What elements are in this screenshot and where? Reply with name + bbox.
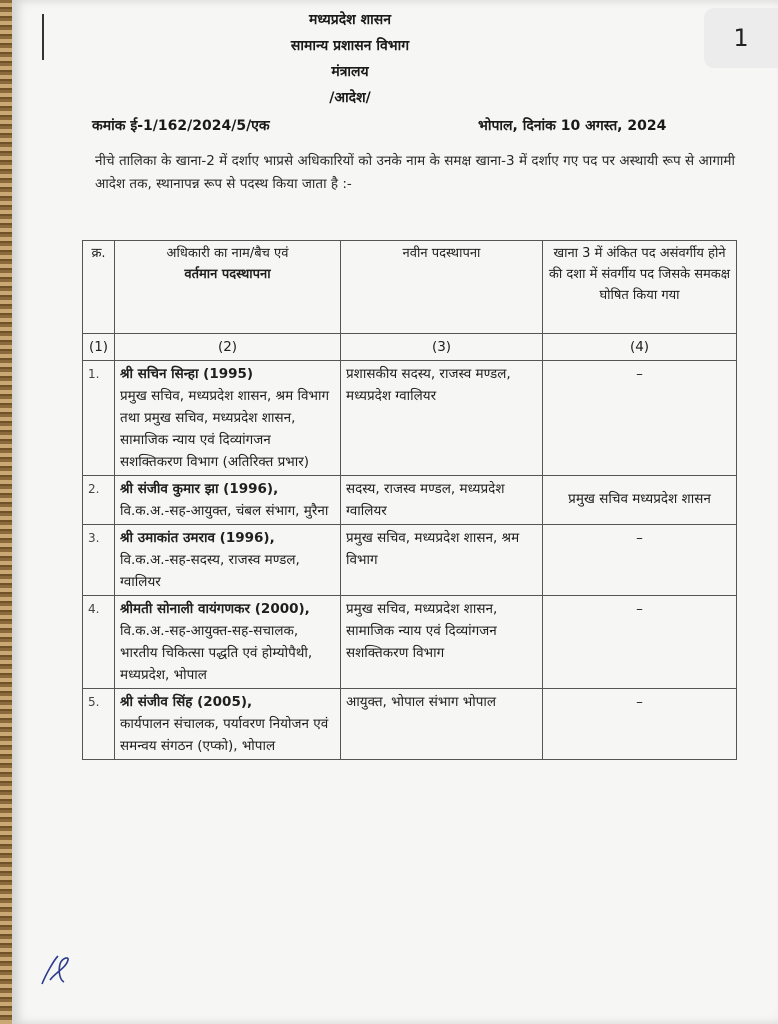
officer-name: श्री संजीव कुमार झा (1996),	[120, 481, 279, 497]
new-posting: प्रमुख सचिव, मध्यप्रदेश शासन, सामाजिक न्याय एवं दिव्यांगजन सशक्तिकरण विभाग	[341, 596, 543, 689]
table-row	[83, 525, 737, 596]
current-posting: वि.क.अ.-सह-सदस्य, राजस्व मण्डल, ग्वालियर	[120, 552, 300, 590]
officer-cell	[115, 596, 341, 689]
order-number: कमांक ई-1/162/2024/5/एक	[92, 118, 270, 134]
table-row	[83, 361, 737, 476]
header-department: सामान्य प्रशासन विभाग	[290, 38, 410, 54]
row-serial: 3.	[83, 525, 115, 596]
officer-cell	[115, 525, 341, 596]
table-row	[83, 596, 737, 689]
new-posting: प्रशासकीय सदस्य, राजस्व मण्डल, मध्यप्रदेश ग्वालियर	[341, 361, 543, 476]
header-serial: क्र.	[83, 241, 115, 334]
intro-paragraph: नीचे तालिका के खाना-2 में दर्शाए भाप्रसे अधिकारियों को उनके नाम के समक्ष खाना-3 में दर्शाए गए पद पर अस्थायी रूप से आगामी आदेश तक, स्थानापन्न रूप से पदस्थ किया जाता है :-	[95, 153, 735, 192]
row-serial: 4.	[83, 596, 115, 689]
new-posting: प्रमुख सचिव, मध्यप्रदेश शासन, श्रम विभाग	[341, 525, 543, 596]
header-equivalent-post: खाना 3 में अंकित पद असंवर्गीय होने की दशा में संवर्गीय पद जिसके समकक्ष घोषित किया गया	[543, 241, 737, 334]
header-ministry: मंत्रालय	[331, 64, 369, 80]
equivalent-post: –	[543, 525, 737, 596]
officer-name: श्री सचिन सिन्हा (1995)	[120, 366, 254, 382]
postings-table	[82, 240, 737, 760]
column-number-row	[83, 334, 737, 361]
current-posting: प्रमुख सचिव, मध्यप्रदेश शासन, श्रम विभाग तथा प्रमुख सचिव, मध्यप्रदेश शासन, सामाजिक न्याय एवं दिव्यांगजन सशक्तिकरण विभाग (अतिरिक्त प्रभार)	[120, 388, 330, 470]
header-new-posting: नवीन पदस्थापना	[341, 241, 543, 334]
desk-edge	[0, 0, 12, 1024]
table-header-row	[83, 241, 737, 334]
table-row	[83, 689, 737, 760]
scan-mark	[42, 14, 44, 60]
row-serial: 1.	[83, 361, 115, 476]
page-number-badge: 1	[704, 8, 778, 68]
header-officer	[115, 241, 341, 334]
col-number: (2)	[115, 334, 341, 361]
current-posting: कार्यपालन संचालक, पर्यावरण नियोजन एवं समन्वय संगठन (एप्को), भोपाल	[120, 716, 329, 754]
order-place-date: भोपाल, दिनांक 10 अगस्त, 2024	[478, 118, 667, 134]
equivalent-post: –	[543, 596, 737, 689]
row-serial: 5.	[83, 689, 115, 760]
header-officer-line2: वर्तमान पदस्थापना	[184, 267, 271, 282]
new-posting: सदस्य, राजस्व मण्डल, मध्यप्रदेश ग्वालियर	[341, 476, 543, 525]
row-serial: 2.	[83, 476, 115, 525]
officer-name: श्री संजीव सिंह (2005),	[120, 694, 253, 710]
officer-cell	[115, 476, 341, 525]
initials-signature-icon	[36, 950, 76, 990]
header-officer-line1: अधिकारी का नाम/बैच एवं	[166, 246, 289, 261]
col-number: (4)	[543, 334, 737, 361]
officer-cell	[115, 361, 341, 476]
equivalent-post: –	[543, 689, 737, 760]
col-number: (3)	[341, 334, 543, 361]
officer-cell	[115, 689, 341, 760]
officer-name: श्री उमाकांत उमराव (1996),	[120, 530, 275, 546]
new-posting: आयुक्त, भोपाल संभाग भोपाल	[341, 689, 543, 760]
header-government: मध्यप्रदेश शासन	[309, 12, 391, 28]
header-order: /आदेश/	[329, 90, 371, 106]
col-number: (1)	[83, 334, 115, 361]
officer-name: श्रीमती सोनाली वायंगणकर (2000),	[120, 601, 310, 617]
current-posting: वि.क.अ.-सह-आयुक्त, चंबल संभाग, मुरैना	[120, 503, 329, 519]
equivalent-post: प्रमुख सचिव मध्यप्रदेश शासन	[543, 476, 737, 525]
current-posting: वि.क.अ.-सह-आयुक्त-सह-सचालक, भारतीय चिकित्सा पद्धति एवं होम्योपैथी, मध्यप्रदेश, भोपाल	[120, 623, 313, 683]
table-row	[83, 476, 737, 525]
equivalent-post: –	[543, 361, 737, 476]
